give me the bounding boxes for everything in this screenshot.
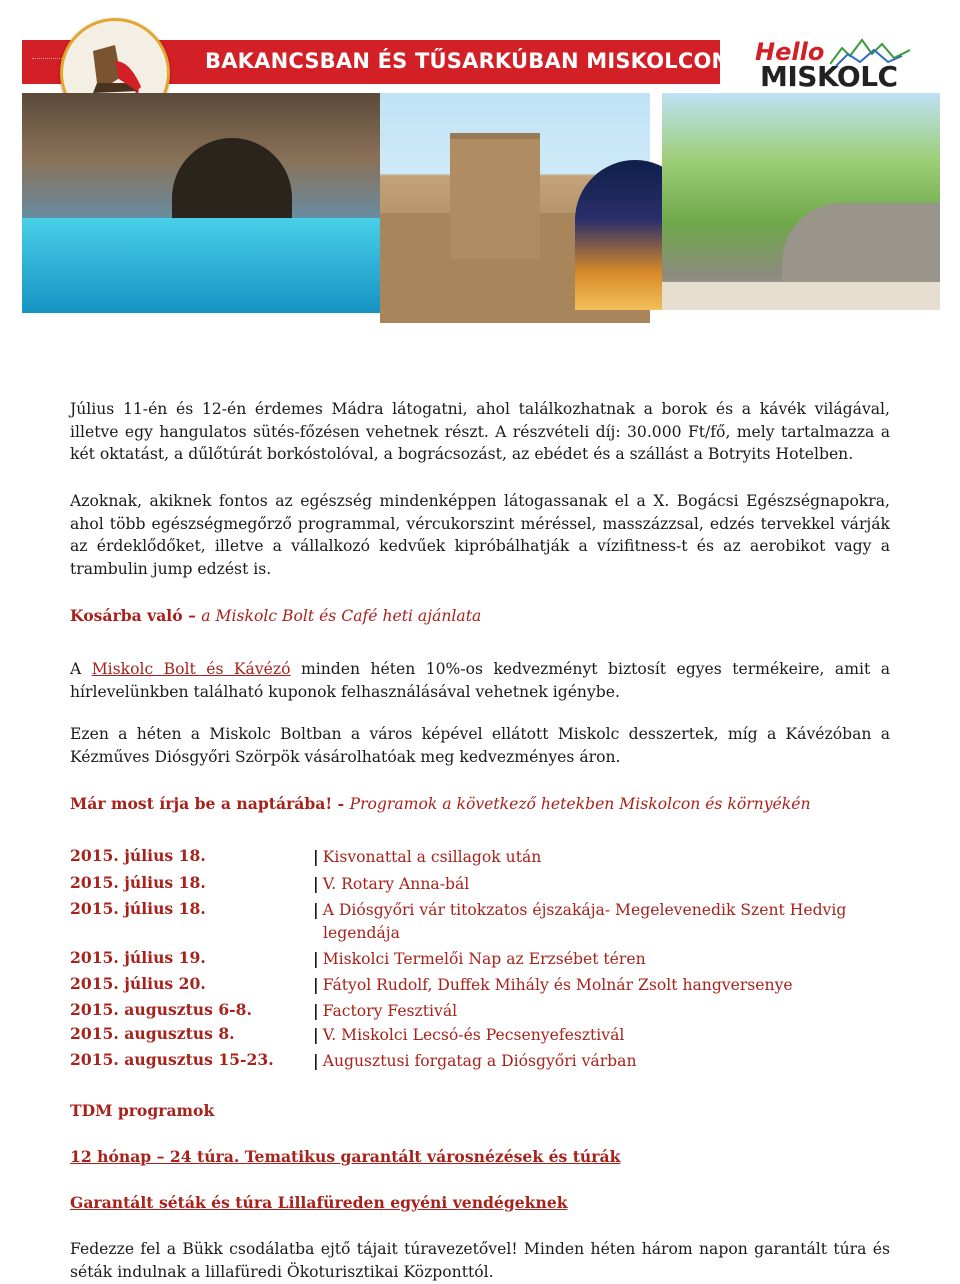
intro-paragraph-1: Július 11-én és 12-én érdemes Mádra látogatni, ahol találkozhatnak a borok és a kávék világával, illetve egy hangulatos sütés-főzésen vehetnek részt. A részvételi díj: 30.000 Ft/fő, mely tartalmazza a két oktatást, a dűlőtúrát borkóstolóval, a bográcsozást, az ebédet és a szállást a Botryits Hotelben.	[70, 400, 890, 464]
event-title: | Fátyol Rudolf, Duffek Mihály és Molnár Zsolt hangversenye	[313, 975, 793, 994]
shop-heading	[70, 605, 890, 628]
event-separator: |	[313, 874, 319, 893]
event-separator: |	[313, 975, 319, 994]
event-separator: |	[313, 949, 319, 968]
event-title: | Miskolci Termelői Nap az Erzsébet téren	[313, 949, 646, 968]
calendar-heading-italic: Programok a következő hetekben Miskolcon és környékén	[349, 795, 811, 813]
shop-paragraph-1	[70, 658, 890, 703]
event-separator: |	[313, 900, 319, 919]
calendar-heading-bold: Már most írja be a naptárába!	[70, 794, 333, 813]
event-title: | V. Miskolci Lecsó-és Pecsenyefesztivál	[313, 1025, 625, 1044]
shop-p1-before: A	[70, 660, 92, 678]
event-date: 2015. július 18.	[70, 873, 206, 892]
banner-title: BAKANCSBAN ÉS TŰSARKÚBAN MISKOLCON	[205, 49, 730, 73]
logo-hello-text: Hello	[755, 38, 825, 66]
logo-city-text: MISKOLC	[760, 60, 898, 93]
tdm-link-lillafured[interactable]: Garantált séták és túra Lillafüreden egyéni vendégeknek	[70, 1193, 568, 1212]
event-separator: |	[313, 1025, 319, 1044]
event-title: | V. Rotary Anna-bál	[313, 874, 470, 893]
tdm-heading: TDM programok	[70, 1101, 215, 1120]
event-title: | Factory Fesztivál	[313, 1001, 458, 1020]
event-separator: |	[313, 1001, 319, 1020]
intro-paragraph-2: Azoknak, akiknek fontos az egészség mindenképpen látogassanak el a X. Bogácsi Egészségnapokra, ahol több egészségmegőrző programmal, vércukorszint méréssel, masszázzsal, edzés tervekkel várják az érdeklődőket, illetve a vállalkozó kedvűek kipróbálhatják a vízifitness-t és az aerobikot vagy a trambulin jump edzést is.	[70, 492, 890, 578]
event-date: 2015. július 19.	[70, 948, 206, 967]
event-date: 2015. augusztus 8.	[70, 1024, 235, 1043]
shop-heading-dash: –	[182, 606, 202, 625]
park-photo	[662, 93, 940, 310]
event-date: 2015. augusztus 6-8.	[70, 1000, 252, 1019]
shop-heading-italic: a Miskolc Bolt és Café heti ajánlata	[201, 607, 482, 625]
event-separator: |	[313, 847, 319, 866]
event-title: | Kisvonattal a csillagok után	[313, 847, 542, 866]
tdm-link-row-2	[70, 1192, 890, 1215]
cave-bath-photo	[22, 93, 402, 313]
shop-paragraph-2: Ezen a héten a Miskolc Boltban a város képével ellátott Miskolc desszertek, míg a Kávézóban a Kézműves Diósgyőri Szörpök vásárolhatóak meg kedvezményes áron.	[70, 725, 890, 766]
event-date: 2015. augusztus 15-23.	[70, 1050, 274, 1069]
event-title: | Augusztusi forgatag a Diósgyőri várban	[313, 1051, 637, 1070]
calendar-heading-dash: -	[332, 794, 350, 813]
event-date: 2015. július 18.	[70, 899, 206, 918]
event-title: | A Diósgyőri vár titokzatos éjszakája- Megelevenedik Szent Hedvig legendája	[313, 900, 847, 942]
calendar-heading	[70, 793, 890, 816]
miskolc-bolt-link[interactable]: Miskolc Bolt és Kávézó	[91, 660, 291, 678]
shop-heading-bold: Kosárba való	[70, 606, 183, 625]
tdm-link-tours[interactable]: 12 hónap – 24 túra. Tematikus garantált városnézések és túrák	[70, 1147, 621, 1166]
event-date: 2015. július 18.	[70, 846, 206, 865]
event-date: 2015. július 20.	[70, 974, 206, 993]
tdm-link-row-1	[70, 1146, 890, 1169]
shop-p1-after: minden héten 10%-os kedvezményt biztosít egyes termékeire, amit a hírlevelünkben található kuponok felhasználásával vehetnek igénybe.	[70, 660, 891, 701]
tdm-paragraph: Fedezze fel a Bükk csodálatba ejtő tájait túravezetővel! Minden héten három napon garantált túra és séták indulnak a lillafüredi Ökoturisztikai Központtól.	[70, 1240, 890, 1281]
event-separator: |	[313, 1051, 319, 1070]
